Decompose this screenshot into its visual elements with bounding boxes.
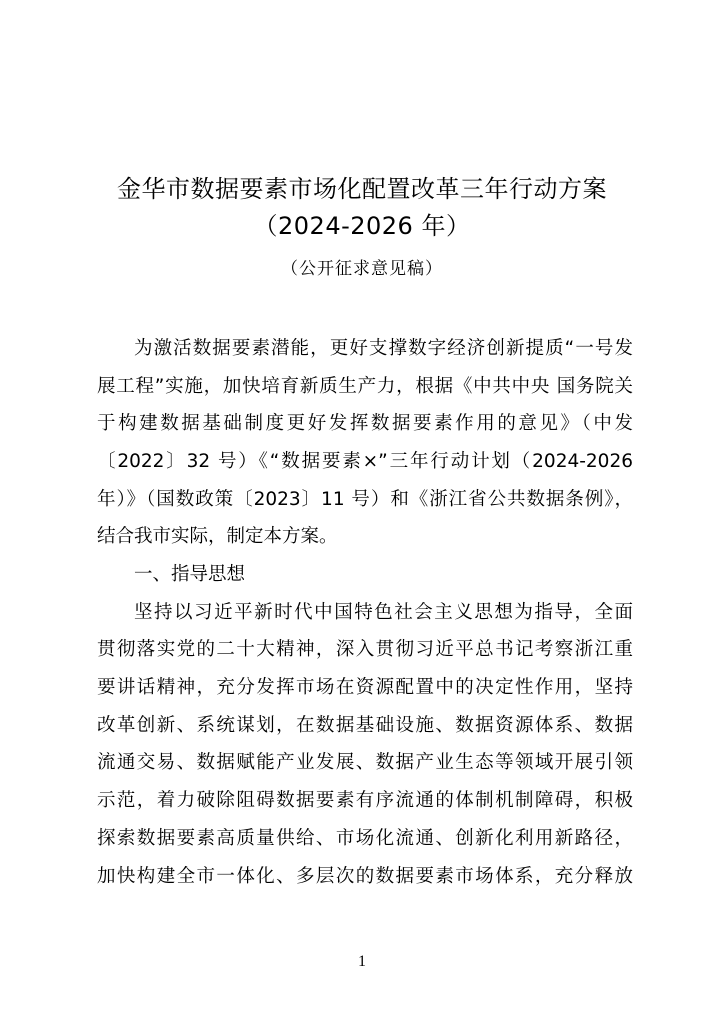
section1-line-3: 要讲话精神，充分发挥市场在资源配置中的决定性作用，坚持 xyxy=(97,677,633,698)
section1-line-8: 加快构建全市一体化、多层次的数据要素市场体系，充分释放 xyxy=(97,866,633,887)
intro-line-6: 结合我市实际，制定本方案。 xyxy=(97,526,338,547)
intro-line-2: 展工程”实施，加快培育新质生产力，根据《中共中央 国务院关 xyxy=(97,376,633,397)
section1-line-2: 贯彻落实党的二十大精神，深入贯彻习近平总书记考察浙江重 xyxy=(97,639,633,660)
intro-line-5: 年）》（国数政策〔2023〕11 号）和《浙江省公共数据条例》， xyxy=(97,489,633,510)
section1-line-4: 改革创新、系统谋划，在数据基础设施、数据资源体系、数据 xyxy=(97,715,633,736)
document-title: 金华市数据要素市场化配置改革三年行动方案 xyxy=(117,175,607,203)
section-heading-guiding-ideology: 一、指导思想 xyxy=(134,564,246,585)
intro-line-4: 〔2022〕32 号）《“数据要素×”三年行动计划（2024-2026 xyxy=(97,451,633,472)
section1-line-6: 示范，着力破除阻碍数据要素有序流通的体制机制障碍，积极 xyxy=(97,790,633,811)
section1-line-5: 流通交易、数据赋能产业发展、数据产业生态等领域开展引领 xyxy=(97,752,633,773)
intro-line-1: 为激活数据要素潜能，更好支撑数字经济创新提质“一号发 xyxy=(134,338,633,359)
document-title-year: （2024-2026 年） xyxy=(253,212,471,240)
page-number: 1 xyxy=(358,953,366,970)
section1-line-7: 探索数据要素高质量供给、市场化流通、创新化利用新路径， xyxy=(97,828,633,849)
intro-line-3: 于构建数据基础制度更好发挥数据要素作用的意见》（中发 xyxy=(97,413,633,434)
section1-line-1: 坚持以习近平新时代中国特色社会主义思想为指导，全面 xyxy=(134,602,633,623)
document-subtitle: （公开征求意见稿） xyxy=(281,259,443,279)
